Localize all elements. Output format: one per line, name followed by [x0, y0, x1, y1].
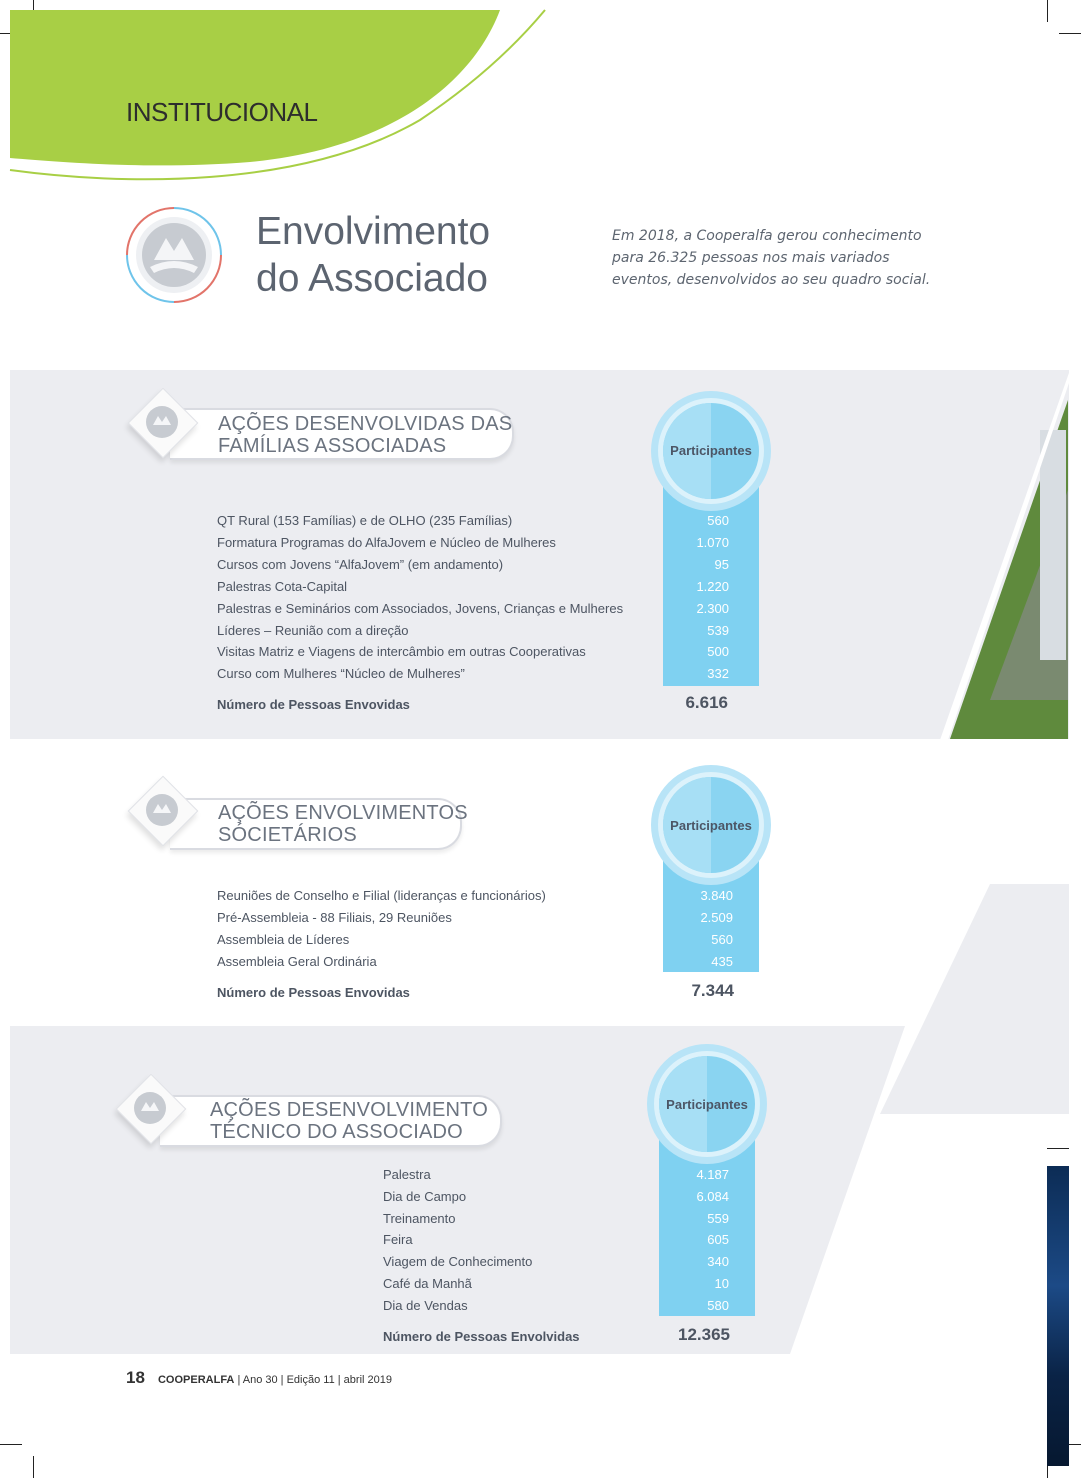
table-row-label: Assembleia Geral Ordinária — [217, 954, 377, 969]
table-row-value: 539 — [707, 623, 729, 638]
table-row-value: 560 — [707, 513, 729, 528]
section-1-total-value: 6.616 — [685, 693, 728, 712]
table-row-value: 605 — [707, 1232, 729, 1247]
table-row-value: 10 — [714, 1276, 729, 1291]
section-label: INSTITUCIONAL — [126, 97, 318, 127]
title-line-2: do Associado — [256, 257, 489, 300]
section-3-logo-icon — [132, 1090, 168, 1126]
section-2-total-value: 7.344 — [691, 981, 734, 1000]
title-line-1: Envolvimento — [256, 210, 491, 253]
table-row-label: Dia de Campo — [383, 1189, 467, 1204]
table-row-label: Palestras Cota-Capital — [217, 579, 348, 594]
page-title — [256, 208, 576, 302]
table-row-label: Cursos com Jovens “AlfaJovem” (em andamento) — [217, 557, 504, 572]
table-row-value: 3.840 — [700, 888, 733, 903]
table-row-label: Assembleia de Líderes — [217, 932, 350, 947]
table-row-label: Pré-Assembleia - 88 Filiais, 29 Reuniões — [217, 910, 452, 925]
table-row-value: 332 — [707, 666, 729, 681]
table-row-value: 560 — [711, 932, 733, 947]
table-row-value: 500 — [707, 644, 729, 659]
section-2-logo-icon — [144, 792, 180, 828]
section-2-column-label: Participantes — [670, 818, 752, 833]
table-row-label: Visitas Matriz e Viagens de intercâmbio em outras Cooperativas — [217, 644, 586, 659]
table-row-value: 559 — [707, 1211, 729, 1226]
table-row-value: 2.509 — [700, 910, 733, 925]
table-row-label: Reuniões de Conselho e Filial (lideranças e funcionários) — [217, 888, 546, 903]
table-row-label: Café da Manhã — [383, 1276, 472, 1291]
table-row-label: Formatura Programas do AlfaJovem e Núcleo de Mulheres — [217, 535, 556, 550]
section-2-total-label: Número de Pessoas Envovidas — [217, 985, 410, 1000]
table-row-label: Dia de Vendas — [383, 1298, 468, 1313]
section-1-total-label: Número de Pessoas Envovidas — [217, 697, 410, 712]
decorative-parallelogram — [880, 884, 1070, 1116]
table-row-value: 2.300 — [696, 601, 729, 616]
section-1-title: AÇÕES DESENVOLVIDAS DAS FAMÍLIAS ASSOCIADAS — [218, 413, 513, 457]
section-3-column-label: Participantes — [666, 1097, 748, 1112]
table-row-value: 1.220 — [696, 579, 729, 594]
table-row-label: Feira — [383, 1232, 413, 1247]
edge-image-strip — [1047, 1166, 1069, 1466]
table-row-value: 435 — [711, 954, 733, 969]
footer-brand: COOPERALFA — [157, 1374, 235, 1386]
section-2-title: AÇÕES ENVOLVIMENTOS SÓCIETÁRIOS — [218, 802, 468, 846]
table-row-value: 1.070 — [696, 535, 729, 550]
footer-issue: | Ano 30 | Edição 11 | abril 2019 — [237, 1374, 392, 1386]
table-row-label: Viagem de Conhecimento — [383, 1254, 533, 1269]
section-1-column-label: Participantes — [670, 443, 752, 458]
page-number: 18 — [126, 1368, 145, 1387]
table-row-value: 6.084 — [696, 1189, 729, 1204]
cooperalfa-logo-icon — [124, 205, 224, 305]
table-row-label: Palestras e Seminários com Associados, Jovens, Crianças e Mulheres — [217, 601, 624, 616]
section-3-total-label: Número de Pessoas Envolvidas — [383, 1329, 580, 1344]
table-row-value: 95 — [714, 557, 729, 572]
table-row-value: 580 — [707, 1298, 729, 1313]
table-row-label: Palestra — [383, 1167, 431, 1182]
section-1-logo-icon — [144, 404, 180, 440]
intro-text: Em 2018, a Cooperalfa gerou conhecimento para 26.325 pessoas nos mais variados eventos, desenvolvidos ao seu quadro social. — [612, 228, 931, 288]
photo-strip — [940, 370, 1070, 740]
section-3-title: AÇÕES DESENVOLVIMENTO TÉCNICO DO ASSOCIADO — [210, 1099, 488, 1143]
table-row-label: Curso com Mulheres “Núcleo de Mulheres” — [217, 666, 465, 681]
section-3-total-value: 12.365 — [678, 1325, 730, 1344]
table-row-label: QT Rural (153 Famílias) e de OLHO (235 Famílias) — [217, 513, 513, 528]
table-row-value: 340 — [707, 1254, 729, 1269]
page-footer — [126, 1368, 392, 1388]
table-row-value: 4.187 — [696, 1167, 729, 1182]
table-row-label: Treinamento — [383, 1211, 456, 1226]
table-row-label: Líderes – Reunião com a direção — [217, 623, 409, 638]
header-green-band — [0, 0, 560, 190]
